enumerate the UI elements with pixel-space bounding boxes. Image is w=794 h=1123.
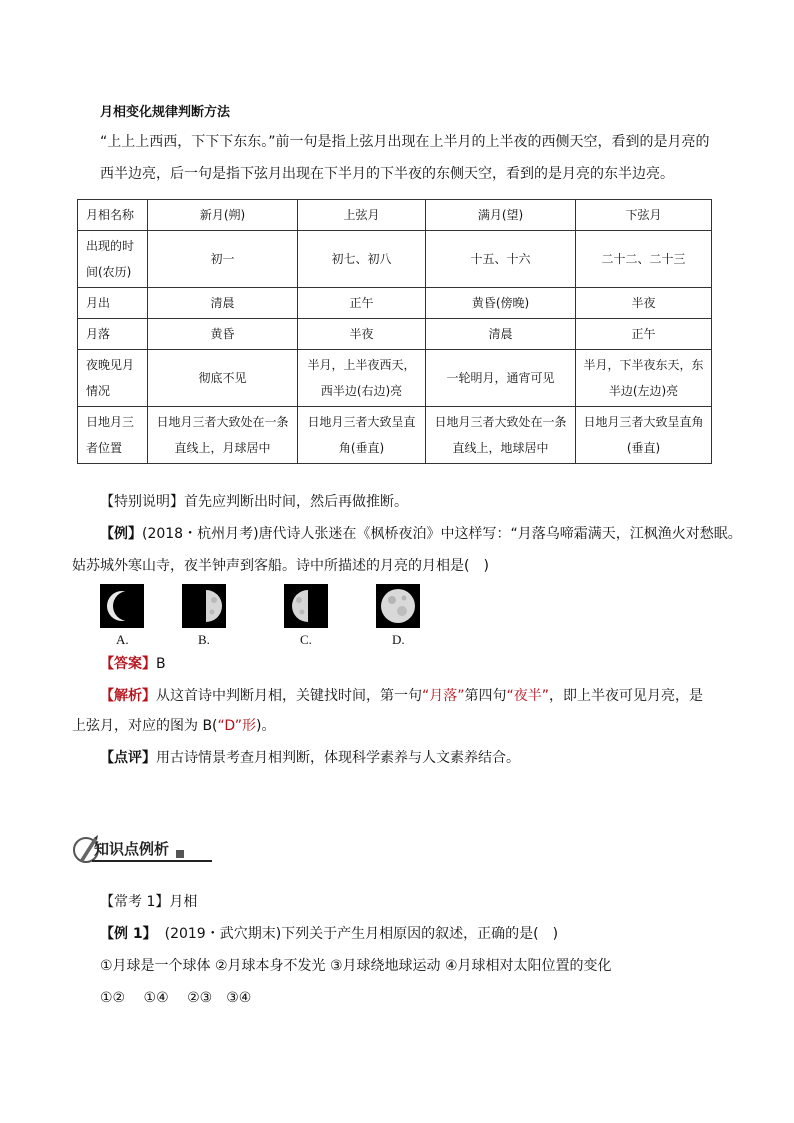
table-cell: 半月，下半夜东天，东半边(左边)亮 <box>576 350 712 407</box>
table-cell: 初一 <box>148 231 298 288</box>
table-row <box>78 319 712 350</box>
table-cell: 半月，上半夜西天，西半边(右边)亮 <box>298 350 426 407</box>
section-heading: 月相变化规律判断方法 <box>100 105 231 120</box>
section-banner <box>72 832 192 866</box>
table-cell: 日地月三者大致处在一条直线上，月球居中 <box>148 407 298 464</box>
answer-line <box>100 654 166 674</box>
example1-tag: 【例 1】 <box>100 926 157 942</box>
table-row-name: 夜晚见月情况 <box>78 350 148 407</box>
analysis-text: 上弦月，对应的图为 B( <box>72 718 218 734</box>
table-header-cell: 下弦月 <box>576 200 712 231</box>
table-row-name: 月出 <box>78 288 148 319</box>
table-cell: 清晨 <box>426 319 576 350</box>
analysis-line-2 <box>72 716 275 736</box>
common-line <box>100 892 197 912</box>
table-cell: 一轮明月，通宵可见 <box>426 350 576 407</box>
table-row <box>78 231 712 288</box>
table-row-name: 出现的时间(农历) <box>78 231 148 288</box>
option-c[interactable] <box>284 584 328 647</box>
analysis-text: 从这首诗中判断月相，关键找时间，第一句 <box>156 688 422 704</box>
analysis-quote: “夜半” <box>506 688 550 704</box>
comment-tag: 【点评】 <box>100 750 156 766</box>
intro-line-2: 西半边亮，后一句是指下弦月出现在下半月的下半夜的东侧天空，看到的是月亮的东半边亮。 <box>100 166 674 182</box>
table-row <box>78 407 712 464</box>
special-note <box>100 492 408 512</box>
analysis-text: )。 <box>256 718 276 734</box>
example-text: (2018・杭州月考)唐代诗人张迷在《枫桥夜泊》中这样写：“月落乌啼霜满天，江枫渔火对愁眠。 <box>142 526 742 542</box>
analysis-text: 第四句 <box>464 688 507 704</box>
analysis-text: ，即上半夜可见月亮，是 <box>549 688 704 704</box>
answer-text: B <box>156 656 166 672</box>
table-header-cell: 上弦月 <box>298 200 426 231</box>
special-note-text: 首先应判断出时间，然后再做推断。 <box>184 494 408 510</box>
moon-phase-table <box>77 199 712 464</box>
example-tag: 【例】 <box>100 526 142 542</box>
option-label: C. <box>300 632 312 647</box>
statements-line: ①月球是一个球体 ②月球本身不发光 ③月球绕地球运动 ④月球相对太阳位置的变化 <box>100 958 612 974</box>
common-tag: 【常考 1】 <box>100 894 170 910</box>
table-cell: 正午 <box>576 319 712 350</box>
table-header-row <box>78 200 712 231</box>
table-cell: 初七、初八 <box>298 231 426 288</box>
table-header-cell: 满月(望) <box>426 200 576 231</box>
analysis-quote: “D”形 <box>217 718 257 734</box>
table-cell: 彻底不见 <box>148 350 298 407</box>
choices-line: ①② ①④ ②③ ③④ <box>100 990 252 1006</box>
comment-text: 用古诗情景考查月相判断，体现科学素养与人文素养结合。 <box>156 750 520 766</box>
option-label: B. <box>198 632 210 647</box>
table-header-cell: 月相名称 <box>78 200 148 231</box>
table-cell: 日地月三者大致呈直角(垂直) <box>576 407 712 464</box>
table-cell: 日地月三者大致呈直角(垂直) <box>298 407 426 464</box>
table-cell: 正午 <box>298 288 426 319</box>
intro-line-1: “上上上西西，下下下东东。”前一句是指上弦月出现在上半月的上半夜的西侧天空，看到的是月亮的 <box>100 134 710 150</box>
table-header-cell: 新月(朔) <box>148 200 298 231</box>
table-cell: 清晨 <box>148 288 298 319</box>
table-cell: 日地月三者大致处在一条直线上，地球居中 <box>426 407 576 464</box>
option-b[interactable] <box>182 584 226 647</box>
table-row <box>78 350 712 407</box>
example-line-1 <box>100 524 742 544</box>
full-moon-icon <box>376 584 420 628</box>
first-quarter-moon-icon <box>182 584 226 628</box>
table-cell: 二十二、二十三 <box>576 231 712 288</box>
comment-line <box>100 748 520 768</box>
analysis-tag: 【解析】 <box>100 688 156 704</box>
option-a[interactable] <box>100 584 144 647</box>
table-cell: 黄昏(傍晚) <box>426 288 576 319</box>
common-text: 月相 <box>169 894 198 910</box>
special-note-tag: 【特别说明】 <box>100 494 184 510</box>
example1-text: (2019・武穴期末)下列关于产生月相原因的叙述，正确的是( ) <box>164 926 559 942</box>
crescent-moon-icon <box>100 584 144 628</box>
banner-square-icon <box>176 850 184 858</box>
table-cell: 半夜 <box>576 288 712 319</box>
option-label: D. <box>392 632 405 647</box>
option-d[interactable] <box>376 584 420 647</box>
example1-line <box>100 924 558 944</box>
analysis-quote: “月落” <box>422 688 465 704</box>
table-cell: 十五、十六 <box>426 231 576 288</box>
table-cell: 黄昏 <box>148 319 298 350</box>
banner-rule <box>92 860 212 862</box>
table-row-name: 日地月三者位置 <box>78 407 148 464</box>
answer-tag: 【答案】 <box>100 656 156 672</box>
table-cell: 半夜 <box>298 319 426 350</box>
last-quarter-moon-icon <box>284 584 328 628</box>
analysis-line-1 <box>100 686 703 706</box>
section-banner-label: 知识点例析 <box>94 840 170 858</box>
example-line-2: 姑苏城外寒山寺，夜半钟声到客船。诗中所描述的月亮的月相是( ) <box>72 558 489 574</box>
table-row-name: 月落 <box>78 319 148 350</box>
option-label: A. <box>116 632 129 647</box>
table-row <box>78 288 712 319</box>
